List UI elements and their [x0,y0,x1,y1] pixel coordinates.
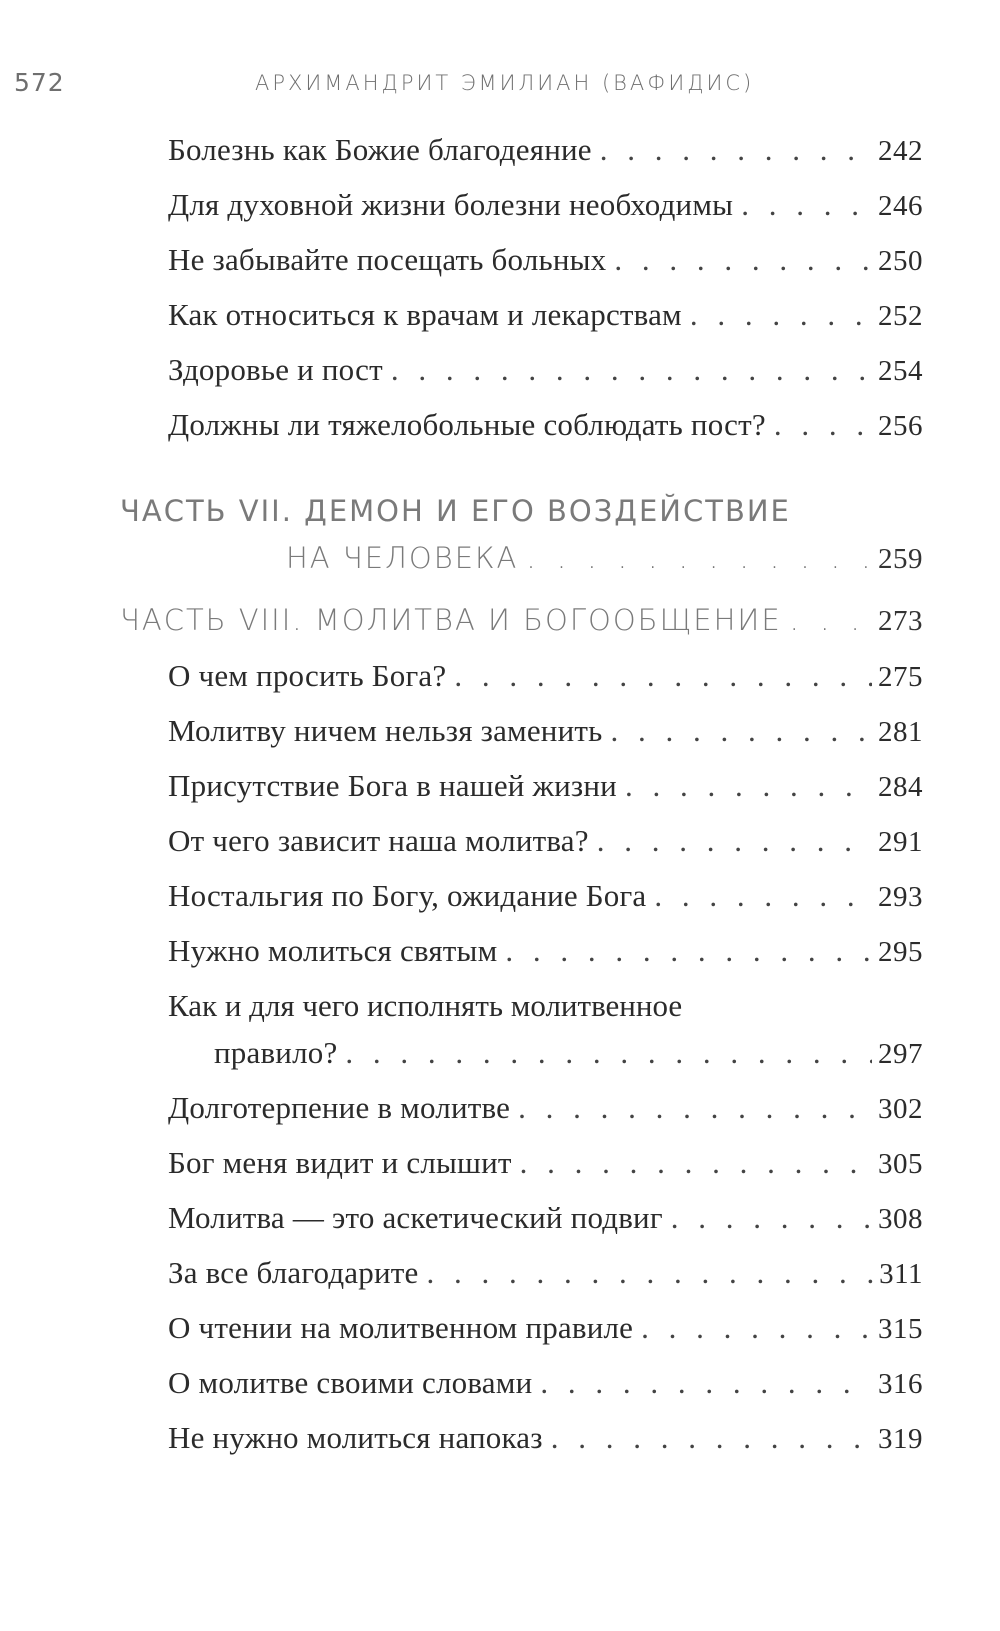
toc-entry-title: За все благодарите [168,1255,419,1290]
toc-entry [168,1365,923,1401]
dot-leader [641,1310,872,1346]
toc-entry-page: 256 [878,410,923,442]
toc-entry [168,658,923,694]
toc-entry-title: О чтении на молитвенном правиле [168,1310,634,1345]
dot-leader [526,541,872,575]
toc-entry [168,132,923,168]
toc-entry-title: Бог меня видит и слышит [168,1145,512,1180]
dot-leader [790,603,872,637]
toc-entry [168,1420,923,1456]
part-heading [120,603,923,638]
toc-entry-title: Для духовной жизни болезни необходимы [168,187,734,222]
toc-entry [168,187,923,223]
toc-entry [168,1310,923,1346]
toc-entry [168,407,923,443]
dot-leader [520,1145,872,1181]
part-heading-page: 273 [878,605,923,637]
dot-leader [391,352,872,388]
dot-leader [454,658,872,694]
toc-entry-page: 308 [878,1203,923,1235]
toc-entry-page: 295 [878,936,923,968]
toc-entry [168,1200,923,1236]
dot-leader [610,713,872,749]
toc-entry-page: 311 [879,1258,923,1290]
dot-leader [774,407,872,443]
toc-entry [168,878,923,914]
toc-entry [214,1035,923,1071]
toc-entry-title: Не нужно молиться напоказ [168,1420,543,1455]
toc-entry-page: 252 [878,300,923,332]
toc-entry-title-line1: Как и для чего исполнять молитвенное [168,988,683,1023]
toc-entry [168,823,923,859]
part-heading-line1: ЧАСТЬ VII. ДЕМОН И ЕГО ВОЗДЕЙСТВИЕ [120,494,791,528]
toc-entry-title: Должны ли тяжелобольные соблюдать пост? [168,407,766,442]
toc-entry-page: 302 [878,1093,923,1125]
toc-entry-page: 254 [878,355,923,387]
toc-entry [168,352,923,388]
toc-entry-title-line2: правило? [214,1035,338,1070]
part-heading-page: 259 [878,543,923,575]
dot-leader [426,1255,873,1291]
part-heading-line2: НА ЧЕЛОВЕКА [286,541,519,575]
dot-leader [518,1090,872,1126]
dot-leader [654,878,872,914]
toc-entry-page: 281 [878,716,923,748]
toc-entry [168,1255,923,1291]
toc-entry-title: О молитве своими словами [168,1365,533,1400]
toc-entry [168,768,923,804]
toc-entry-page: 242 [878,135,923,167]
dot-leader [741,187,872,223]
page-number: 572 [14,68,65,97]
toc-entry-title: От чего зависит наша молитва? [168,823,589,858]
toc-entry-page: 284 [878,771,923,803]
toc-entry [168,242,923,278]
part-heading [286,541,923,576]
toc-entry-page: 315 [878,1313,923,1345]
toc-entry [168,1145,923,1181]
toc-entry-title: Болезнь как Божие благодеяние [168,132,592,167]
toc-entry-page: 293 [878,881,923,913]
toc-entry-page: 297 [878,1038,923,1070]
toc-entry-page: 319 [878,1423,923,1455]
toc-entry-title: О чем просить Бога? [168,658,447,693]
dot-leader [600,132,872,168]
toc-entry-title: Нужно молиться святым [168,933,498,968]
toc-entry-title: Молитву ничем нельзя заменить [168,713,603,748]
toc-entry-title: Как относиться к врачам и лекарствам [168,297,682,332]
toc-entry-title: Не забывайте посещать больных [168,242,607,277]
toc-entry [168,933,923,969]
toc-entry-page: 246 [878,190,923,222]
dot-leader [671,1200,872,1236]
dot-leader [597,823,872,859]
toc-entry-page: 291 [878,826,923,858]
toc-entry-title: Присутствие Бога в нашей жизни [168,768,617,803]
toc-entry-page: 250 [878,245,923,277]
toc-entry-title: Долготерпение в молитве [168,1090,511,1125]
toc-entry-title: Здоровье и пост [168,352,383,387]
part-heading-title: ЧАСТЬ VIII. МОЛИТВА И БОГООБЩЕНИЕ [120,603,782,637]
toc-entry-title: Ностальгия по Богу, ожидание Бога [168,878,647,913]
dot-leader [551,1420,872,1456]
toc-entry-page: 305 [878,1148,923,1180]
toc-entry-title: Молитва — это аскетический подвиг [168,1200,663,1235]
dot-leader [690,297,872,333]
dot-leader [540,1365,872,1401]
toc-entry-page: 275 [878,661,923,693]
running-head-title: АРХИМАНДРИТ ЭМИЛИАН (ВАФИДИС) [255,71,755,95]
dot-leader [614,242,872,278]
toc-entry-page: 316 [878,1368,923,1400]
dot-leader [625,768,872,804]
toc-entry [168,1090,923,1126]
dot-leader [505,933,872,969]
toc-entry [168,713,923,749]
toc-entry [168,297,923,333]
dot-leader [345,1035,872,1071]
